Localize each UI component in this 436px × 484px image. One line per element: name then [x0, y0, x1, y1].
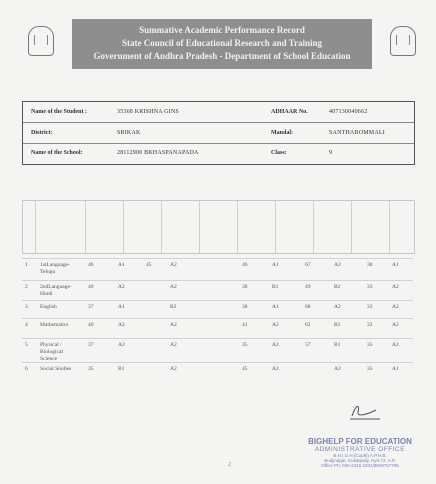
signature-icon: [346, 400, 386, 424]
mark-cell: 35: [367, 342, 373, 348]
table-row: [22, 362, 413, 377]
stamp-line-1: BIGHELP FOR EDUCATION: [308, 437, 412, 446]
school-label: Name of the School:: [31, 150, 83, 156]
mark-cell: 35: [88, 366, 94, 372]
mark-cell: 45: [242, 366, 248, 372]
subject-name: Physical / Biological Science: [40, 342, 63, 362]
mark-cell: 46: [242, 262, 248, 268]
stamp-line-2: ADMINISTRATIVE OFFICE: [314, 446, 406, 453]
marks-table-header: [22, 200, 415, 254]
class-value: 9: [329, 150, 333, 156]
district-label: District:: [31, 130, 53, 136]
row-number: 2: [25, 284, 28, 290]
mark-cell: A2: [334, 366, 341, 372]
mark-cell: A2: [118, 322, 125, 328]
stamp-line-4: Budjinagar, Kukatpally, Hyd-72. A.P.: [324, 458, 396, 463]
student-info-box: [22, 101, 415, 165]
district-value: SRIKAK: [117, 130, 141, 136]
page-number: 2: [228, 462, 231, 468]
header-line-1: Summative Academic Performance Record: [139, 25, 305, 35]
student-name-value: 35368 KRISHNA GINS: [117, 109, 179, 115]
mark-cell: 40: [88, 284, 94, 290]
state-emblem-left-icon: [28, 26, 54, 56]
mark-cell: 33: [367, 304, 373, 310]
subject-name: English: [40, 304, 57, 310]
table-row: [22, 338, 413, 363]
table-row: [22, 258, 413, 281]
mark-cell: A2: [334, 262, 341, 268]
mark-cell: A2: [118, 342, 125, 348]
mark-cell: B2: [334, 284, 341, 290]
mark-cell: 41: [242, 322, 248, 328]
aadhaar-label: ADHAAR No.: [271, 109, 308, 115]
mandal-label: Mandal:: [271, 130, 294, 136]
mark-cell: 62: [305, 322, 311, 328]
mark-cell: 38: [242, 284, 248, 290]
mark-cell: A2: [170, 262, 177, 268]
subject-name: 2ndLanguage-Hindi: [40, 284, 72, 297]
subject-name: Mathematics: [40, 322, 69, 328]
row-number: 6: [25, 366, 28, 372]
document-header-banner: [72, 19, 372, 69]
mark-cell: A2: [272, 342, 279, 348]
stamp-line-3: B.H.I.G.H.(Cuptlr) A.P.H.B.: [333, 453, 387, 458]
mark-cell: A1: [118, 262, 125, 268]
mark-cell: 46: [88, 262, 94, 268]
office-stamp: [290, 437, 430, 468]
student-name-label: Name of the Student :: [31, 109, 87, 115]
mark-cell: 37: [88, 342, 94, 348]
mark-cell: 35: [242, 342, 248, 348]
mark-cell: A2: [392, 322, 399, 328]
mark-cell: A1: [392, 366, 399, 372]
mark-cell: A1: [392, 262, 399, 268]
row-number: 5: [25, 342, 28, 348]
table-row: [22, 300, 413, 319]
mark-cell: A2: [170, 366, 177, 372]
aadhaar-value: 407130040662: [329, 109, 368, 115]
mark-cell: 38: [367, 262, 373, 268]
mark-cell: 45: [146, 262, 152, 268]
subject-name: Social Studies: [40, 366, 72, 372]
mark-cell: A2: [392, 284, 399, 290]
mark-cell: A2: [170, 342, 177, 348]
mark-cell: A2: [334, 304, 341, 310]
class-label: Class:: [271, 150, 287, 156]
mark-cell: A2: [392, 342, 399, 348]
mark-cell: 68: [305, 304, 311, 310]
mark-cell: B1: [272, 284, 279, 290]
mandal-value: SANTHABOMMALI: [329, 130, 385, 136]
school-value: 28112900 BKHASPANAPADA: [117, 150, 199, 156]
mark-cell: A1: [272, 262, 279, 268]
mark-cell: 67: [305, 262, 311, 268]
mark-cell: A1: [118, 304, 125, 310]
table-row: [22, 280, 413, 301]
table-row: [22, 318, 413, 339]
mark-cell: A2: [170, 284, 177, 290]
state-emblem-right-icon: [390, 26, 416, 56]
mark-cell: A2: [272, 366, 279, 372]
mark-cell: 38: [242, 304, 248, 310]
mark-cell: A2: [272, 322, 279, 328]
header-line-3: Government of Andhra Pradesh - Department of School Education: [93, 51, 351, 61]
row-number: 3: [25, 304, 28, 310]
mark-cell: 32: [367, 322, 373, 328]
mark-cell: A2: [170, 322, 177, 328]
mark-cell: A2: [118, 284, 125, 290]
mark-cell: 40: [88, 322, 94, 328]
mark-cell: B1: [334, 342, 341, 348]
row-number: 4: [25, 322, 28, 328]
mark-cell: 37: [88, 304, 94, 310]
stamp-line-5: Office Ph: 040-2315 2334/9849757765: [321, 463, 399, 468]
mark-cell: B2: [170, 304, 177, 310]
mark-cell: 49: [305, 284, 311, 290]
mark-cell: B1: [118, 366, 125, 372]
mark-cell: A1: [272, 304, 279, 310]
mark-cell: 35: [367, 366, 373, 372]
subject-name: 1stLanguage-Telugu: [40, 262, 70, 275]
mark-cell: B1: [334, 322, 341, 328]
mark-cell: A2: [392, 304, 399, 310]
mark-cell: 33: [367, 284, 373, 290]
mark-cell: 57: [305, 342, 311, 348]
row-number: 1: [25, 262, 28, 268]
header-line-2: State Council of Educational Research and Training: [121, 38, 323, 48]
